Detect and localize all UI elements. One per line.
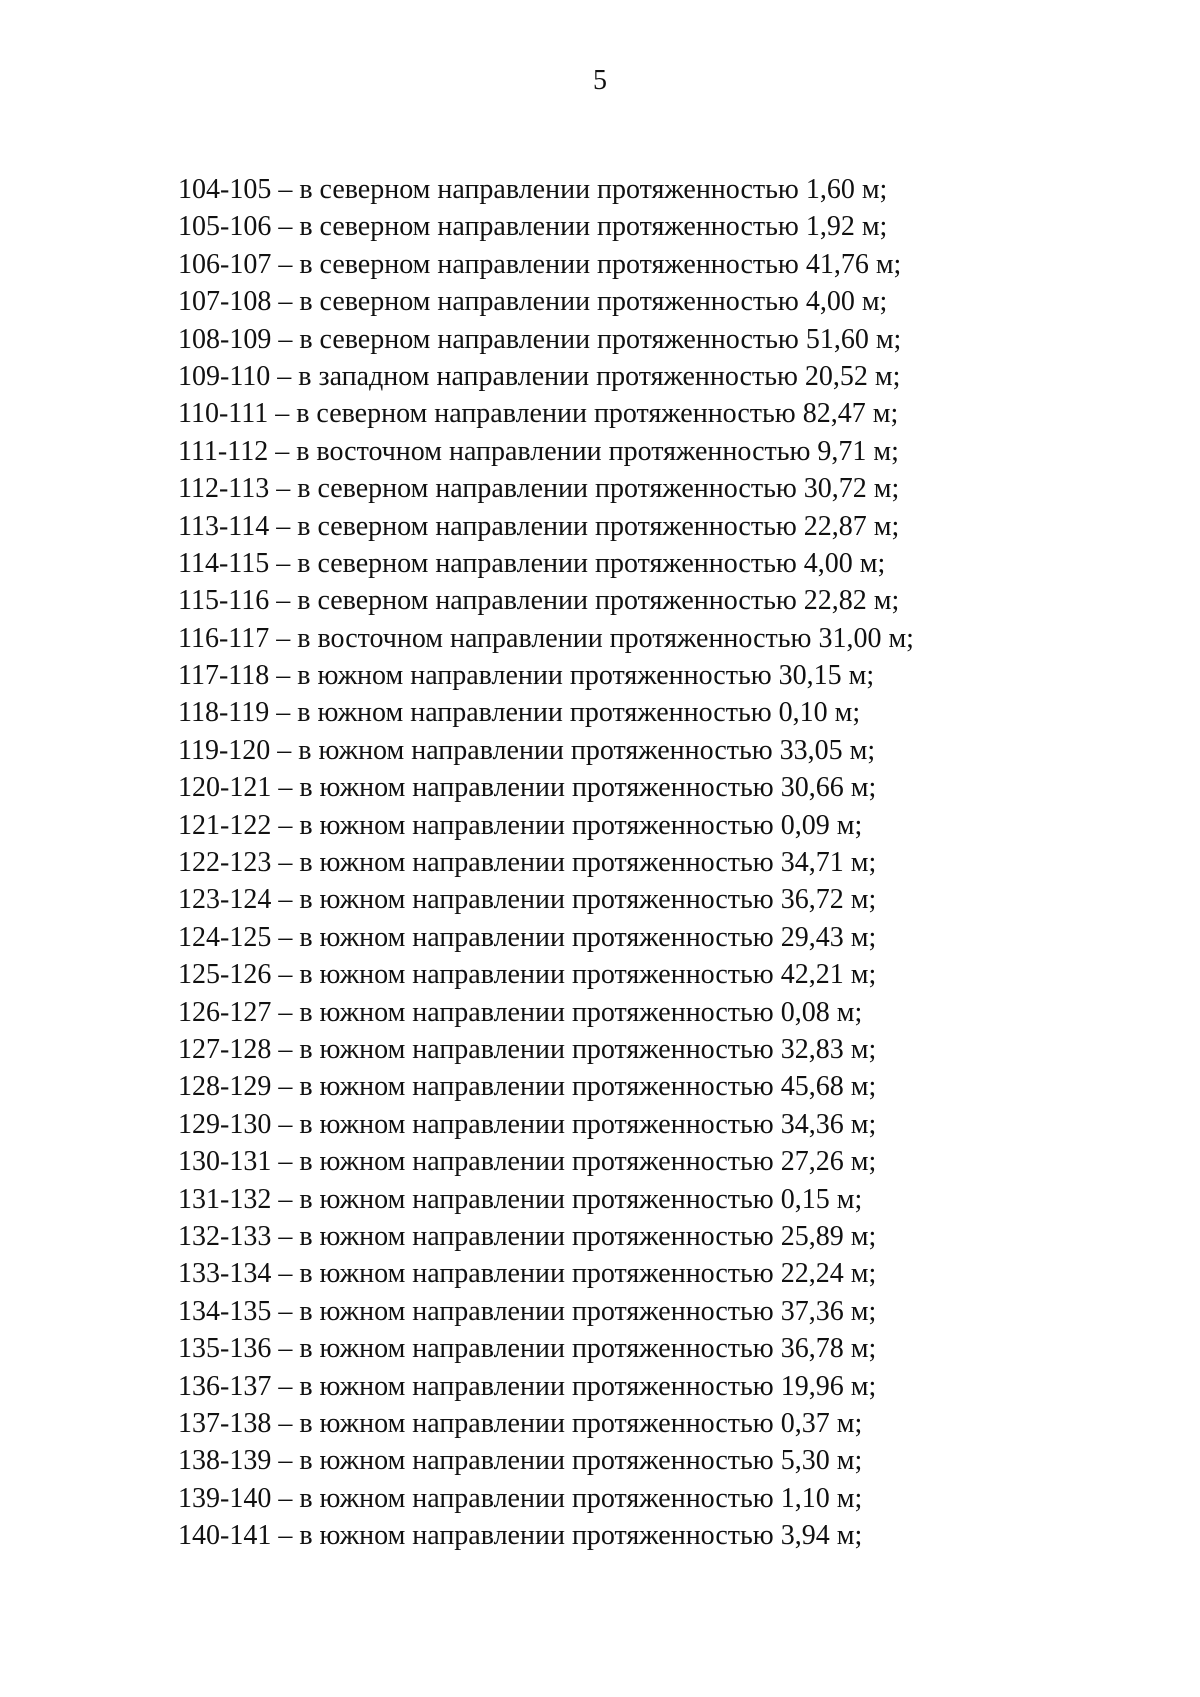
segment-line: 122-123 – в южном направлении протяженностью 34,71 м; xyxy=(178,847,877,879)
segment-line: 132-133 – в южном направлении протяженностью 25,89 м; xyxy=(178,1220,877,1252)
segment-line: 111-112 – в восточном направлении протяженностью 9,71 м; xyxy=(178,435,899,467)
segment-line: 128-129 – в южном направлении протяженностью 45,68 м; xyxy=(178,1071,877,1103)
segment-line: 126-127 – в южном направлении протяженностью 0,08 м; xyxy=(178,996,863,1028)
segment-line: 138-139 – в южном направлении протяженностью 5,30 м; xyxy=(178,1445,863,1477)
segment-line: 120-121 – в южном направлении протяженностью 30,66 м; xyxy=(178,772,877,804)
segment-line: 123-124 – в южном направлении протяженностью 36,72 м; xyxy=(178,884,877,916)
segment-line: 134-135 – в южном направлении протяженностью 37,36 м; xyxy=(178,1295,877,1327)
segment-line: 136-137 – в южном направлении протяженностью 19,96 м; xyxy=(178,1370,877,1402)
segment-line: 107-108 – в северном направлении протяженностью 4,00 м; xyxy=(178,286,888,318)
segment-line: 114-115 – в северном направлении протяженностью 4,00 м; xyxy=(178,547,886,579)
segment-line: 115-116 – в северном направлении протяженностью 22,82 м; xyxy=(178,585,900,617)
segment-line: 127-128 – в южном направлении протяженностью 32,83 м; xyxy=(178,1033,877,1065)
segment-line: 129-130 – в южном направлении протяженностью 34,36 м; xyxy=(178,1108,877,1140)
segment-line: 139-140 – в южном направлении протяженностью 1,10 м; xyxy=(178,1482,863,1514)
segment-line: 135-136 – в южном направлении протяженностью 36,78 м; xyxy=(178,1333,877,1365)
segment-line: 108-109 – в северном направлении протяженностью 51,60 м; xyxy=(178,323,902,355)
segment-line: 125-126 – в южном направлении протяженностью 42,21 м; xyxy=(178,959,877,991)
segment-line: 137-138 – в южном направлении протяженностью 0,37 м; xyxy=(178,1407,863,1439)
segment-line: 124-125 – в южном направлении протяженностью 29,43 м; xyxy=(178,921,877,953)
segment-line: 109-110 – в западном направлении протяженностью 20,52 м; xyxy=(178,360,901,392)
boundary-segment-list xyxy=(178,171,914,1554)
segment-line: 113-114 – в северном направлении протяженностью 22,87 м; xyxy=(178,510,900,542)
segment-line: 119-120 – в южном направлении протяженностью 33,05 м; xyxy=(178,734,876,766)
segment-line: 133-134 – в южном направлении протяженностью 22,24 м; xyxy=(178,1258,877,1290)
segment-line: 117-118 – в южном направлении протяженностью 30,15 м; xyxy=(178,660,875,692)
segment-line: 121-122 – в южном направлении протяженностью 0,09 м; xyxy=(178,809,863,841)
segment-line: 118-119 – в южном направлении протяженностью 0,10 м; xyxy=(178,697,861,729)
segment-line: 110-111 – в северном направлении протяженностью 82,47 м; xyxy=(178,398,899,430)
segment-line: 112-113 – в северном направлении протяженностью 30,72 м; xyxy=(178,473,900,505)
segment-line: 140-141 – в южном направлении протяженностью 3,94 м; xyxy=(178,1520,863,1552)
page-number: 5 xyxy=(593,65,607,96)
segment-line: 105-106 – в северном направлении протяженностью 1,92 м; xyxy=(178,211,888,243)
segment-line: 104-105 – в северном направлении протяженностью 1,60 м; xyxy=(178,174,888,205)
segment-line: 106-107 – в северном направлении протяженностью 41,76 м; xyxy=(178,248,902,280)
segment-line: 116-117 – в восточном направлении протяженностью 31,00 м; xyxy=(178,622,914,654)
segment-line: 130-131 – в южном направлении протяженностью 27,26 м; xyxy=(178,1146,877,1178)
segment-line: 131-132 – в южном направлении протяженностью 0,15 м; xyxy=(178,1183,863,1215)
